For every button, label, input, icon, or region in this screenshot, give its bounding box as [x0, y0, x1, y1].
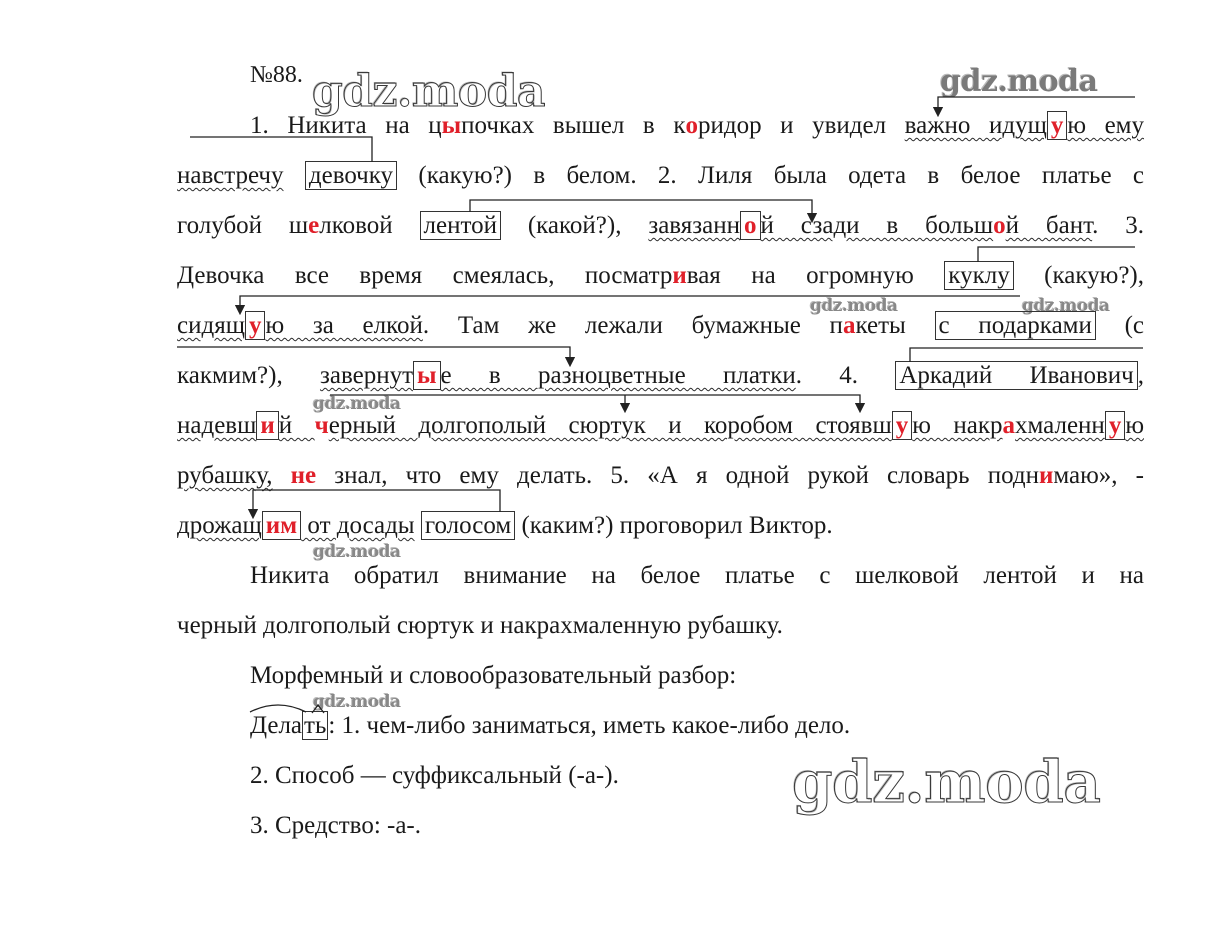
text-segment: . 3. [1092, 212, 1144, 239]
text-segment: дрожащ [177, 512, 262, 539]
exercise-line [177, 108, 1144, 144]
text-segment: (какой?), [500, 212, 649, 239]
text-segment: лентой [420, 211, 501, 240]
morph-definition-text: : 1. чем-либо заниматься, иметь какое-либо дело. [328, 712, 851, 739]
text-segment: завернут [319, 362, 414, 389]
text-segment: о [685, 112, 698, 139]
text-segment: (с [1095, 312, 1145, 339]
text-segment: и [1038, 462, 1054, 489]
text-segment: лковой [319, 212, 420, 239]
morph-word-ending: ть [304, 712, 327, 739]
text-segment: е в разноцветные платки [440, 362, 796, 389]
text-segment: ю за елкой [265, 312, 423, 339]
text-segment [272, 462, 290, 489]
text-segment: голубой ш [177, 212, 309, 239]
watermark-logo: gdz.moda [940, 64, 1098, 99]
text-segment: о [740, 211, 761, 240]
text-segment: ы [441, 112, 462, 139]
text-segment: й бант [1005, 212, 1093, 239]
text-segment: Девочка все время смеялась, посматр [177, 262, 673, 289]
text-segment: ридор и увидел [697, 112, 905, 139]
watermark-logo: gdz.moda [313, 394, 401, 414]
summary-line: черный долгополый сюртук и накрахмаленную рубашку. [177, 612, 783, 639]
exercise-line [177, 358, 1144, 394]
text-segment: куклу [944, 261, 1013, 290]
text-segment: ы [413, 361, 441, 390]
exercise-line [177, 408, 1144, 444]
text-segment: . 4. [795, 362, 896, 389]
text-segment: ерный долгополый сюртук и коробом стоявш [328, 412, 892, 439]
text-segment: 1. Никита на ц [250, 112, 442, 139]
text-segment: хмаленн [1015, 412, 1105, 439]
text-segment: о [993, 212, 1006, 239]
arrow-line [330, 395, 860, 408]
text-segment: у [245, 311, 266, 340]
text-segment: е [308, 212, 320, 239]
text-segment: а [842, 312, 856, 339]
text-segment: завязанн [648, 212, 741, 239]
text-segment: важно идущ [904, 112, 1047, 139]
text-segment: у [1105, 411, 1126, 440]
text-segment: почках вышел в к [461, 112, 686, 139]
watermark-logo: gdz.moda [313, 542, 401, 562]
text-segment: (какую?), [1013, 262, 1144, 289]
text-segment: , [1137, 362, 1145, 389]
text-segment [284, 162, 305, 189]
text-segment: маю», - [1053, 462, 1144, 489]
text-segment: вая на огромную [686, 262, 945, 289]
text-segment: (какую?) в белом. 2. Лиля была одета в белое платье с [397, 162, 1144, 189]
text-segment: у [1047, 111, 1068, 140]
exercise-line [177, 508, 1144, 544]
morph-definition [250, 708, 850, 744]
watermark-logo: gdz.moda [313, 692, 401, 712]
text-segment: надевш [177, 412, 257, 439]
text-segment: навстречу [177, 162, 284, 189]
text-segment: Аркадий Иванович [895, 361, 1137, 390]
text-segment: с подарками [935, 311, 1096, 340]
text-segment: знал, что ему делать. 5. «А я одной рукой словарь подн [316, 462, 1039, 489]
morph-title: Морфемный и словообразовательный разбор: [250, 662, 737, 689]
summary-line: Никита обратил внимание на белое платье с шелковой лентой и на [250, 562, 1144, 589]
exercise-line [177, 258, 1144, 294]
morph-method: 2. Способ — суффиксальный (-а-). [250, 762, 619, 789]
exercise-line [177, 308, 1144, 344]
text-segment: и [672, 262, 687, 289]
morph-word-root: Дела [250, 712, 303, 739]
text-segment: й сзади в больш [760, 212, 994, 239]
text-segment: сидящ [177, 312, 245, 339]
text-segment: ю ему [1067, 112, 1145, 139]
text-segment: ч [314, 412, 329, 439]
text-segment: девочку [305, 161, 397, 190]
morph-means: 3. Средство: -а-. [250, 812, 422, 839]
watermark-logo: gdz.moda [792, 748, 1101, 816]
exercise-line [177, 458, 1144, 494]
text-segment: ю накр [912, 412, 1003, 439]
watermark-logo: gdz.moda [1022, 296, 1110, 316]
exercise-line [177, 208, 1144, 244]
text-segment: какмим?), [177, 362, 320, 389]
exercise-line [177, 158, 1144, 194]
text-segment: у [892, 411, 913, 440]
text-segment: не [290, 462, 317, 489]
text-segment: от досады [301, 512, 415, 539]
text-segment: (каким?) проговорил Виктор. [515, 512, 833, 539]
text-segment: им [262, 511, 301, 540]
watermark-logo: gdz.moda [810, 296, 898, 316]
text-segment: ю [1125, 412, 1144, 439]
text-segment: и [256, 411, 278, 440]
text-segment: а [1002, 412, 1016, 439]
text-segment: кеты [855, 312, 935, 339]
text-segment: й [278, 412, 315, 439]
text-segment: . Там же лежали бумажные п [422, 312, 843, 339]
text-segment [415, 512, 421, 539]
exercise-number: №88. [250, 62, 303, 88]
watermark-logo: gdz.moda [312, 66, 546, 117]
text-segment: рубашку, [177, 462, 273, 489]
text-segment: голосом [421, 511, 515, 540]
